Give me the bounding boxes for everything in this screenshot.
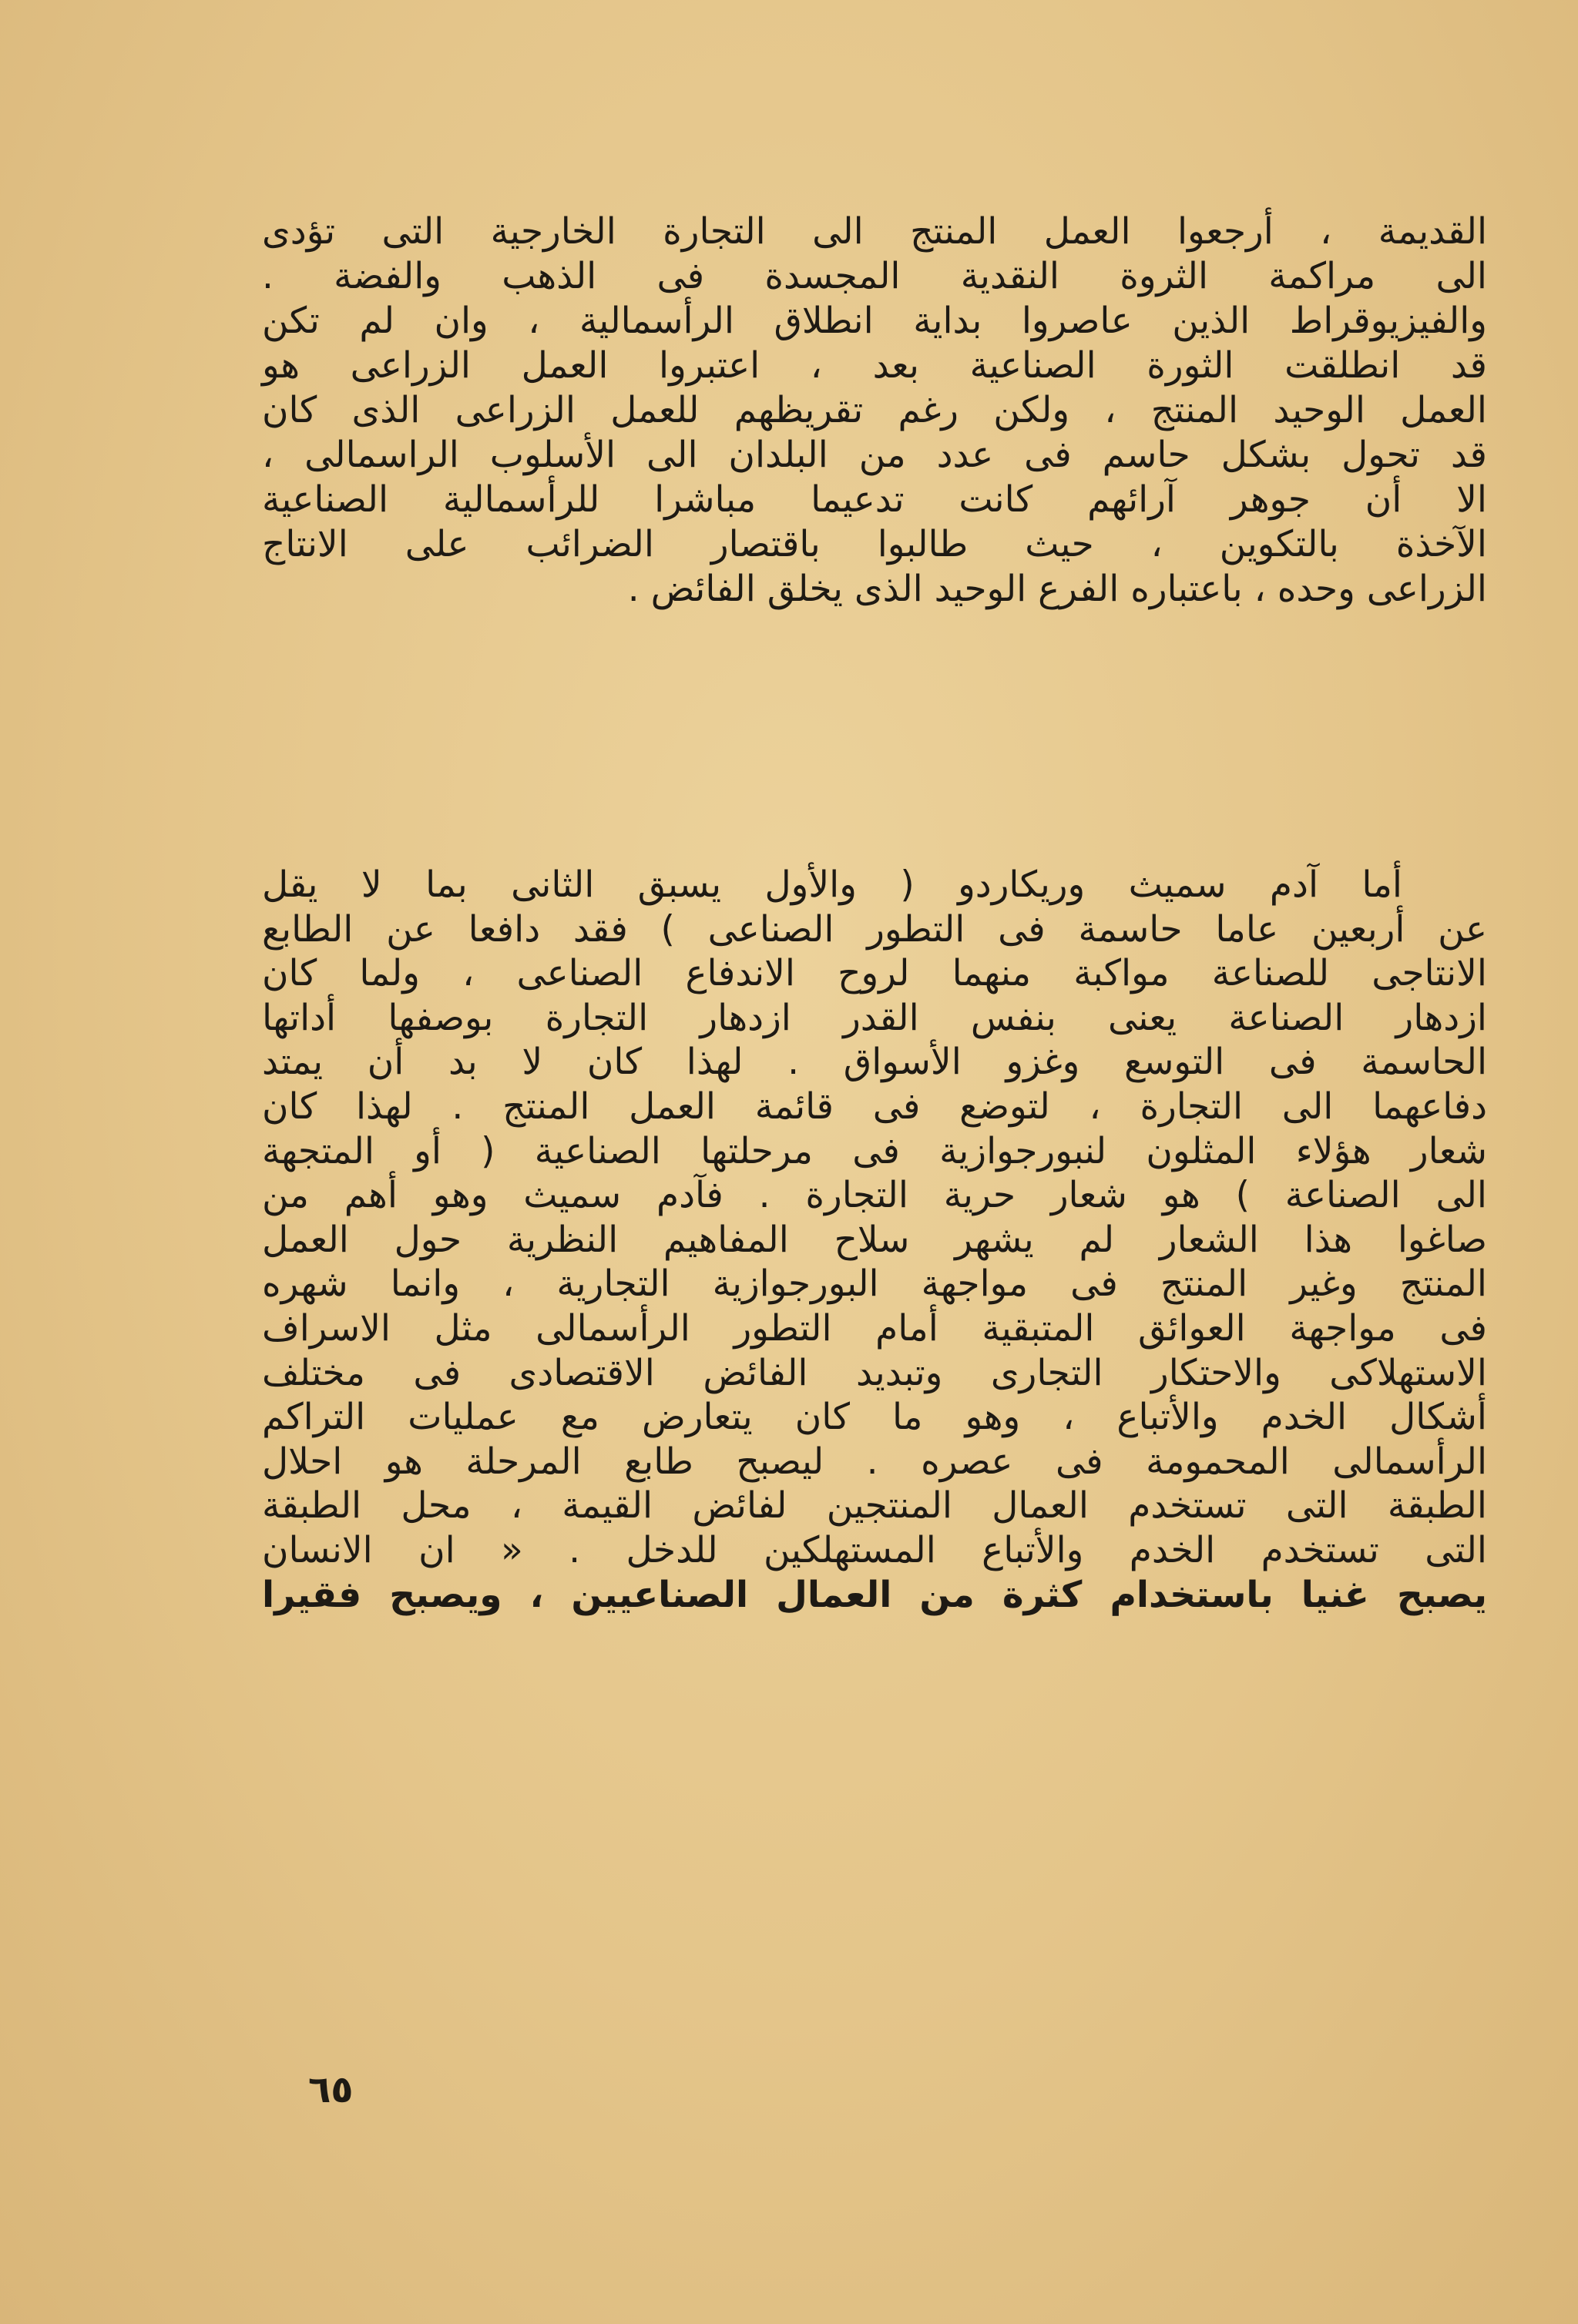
text-line: العمل الوحيد المنتج ، ولكن رغم تقريظهم للعمل الزراعى الذى كان	[262, 389, 1487, 431]
text-line: الى الصناعة ) هو شعار حرية التجارة . فآدم سميث وهو أهم من	[262, 1174, 1487, 1217]
text-line: قد تحول بشكل حاسم فى عدد من البلدان الى الأسلوب الراسمالى ،	[262, 434, 1487, 476]
text-line: فى مواجهة العوائق المتبقية أمام التطور الرأسمالى مثل الاسراف	[262, 1306, 1487, 1350]
text-line: الزراعى وحده ، باعتباره الفرع الوحيد الذى يخلق الفائض .	[627, 568, 1487, 610]
page-number: ٦٥	[308, 2068, 354, 2111]
text-line: المنتج وغير المنتج فى مواجهة البورجوازية التجارية ، وانما شهره	[262, 1263, 1487, 1306]
text-line: ازدهار الصناعة يعنى بنفس القدر ازدهار التجارة بوصفها أداتها	[262, 996, 1487, 1039]
text-line: الطبقة التى تستخدم العمال المنتجين لفائض القيمة ، محل الطبقة	[262, 1484, 1487, 1528]
text-line: صاغوا هذا الشعار لم يشهر سلاح المفاهيم النظرية حول العمل	[262, 1218, 1487, 1261]
text-line: الحاسمة فى التوسع وغزو الأسواق . لهذا كان لا بد أن يمتد	[262, 1041, 1487, 1084]
text-line: شعار هؤلاء المثلون لنبورجوازية فى مرحلتها الصناعية ( أو المتجهة	[262, 1129, 1487, 1172]
text-line: قد انطلقت الثورة الصناعية بعد ، اعتبروا العمل الزراعى هو	[262, 344, 1487, 387]
text-line-bold: يصبح غنيا باستخدام كثرة من العمال الصناعيين ، ويصبح فقيرا	[262, 1573, 1487, 1616]
text-line: الاستهلاكى والاحتكار التجارى وتبديد الفائض الاقتصادى فى مختلف	[262, 1351, 1487, 1394]
text-line: دفاعهما الى التجارة ، لتوضع فى قائمة العمل المنتج . لهذا كان	[262, 1085, 1487, 1128]
text-line: الرأسمالى المحمومة فى عصره . ليصبح طابع المرحلة هو احلال	[262, 1440, 1487, 1483]
text-line: القديمة ، أرجعوا العمل المنتج الى التجارة الخارجية التى تؤدى	[262, 210, 1487, 253]
text-line: والفيزيوقراط الذين عاصروا بداية انطلاق الرأسمالية ، وان لم تكن	[262, 300, 1487, 342]
text-line: الانتاجى للصناعة مواكبة منهما لروح الاندفاع الصناعى ، ولما كان	[262, 952, 1487, 995]
text-line: عن أربعين عاما حاسمة فى التطور الصناعى ) فقد دافعا عن الطابع	[262, 907, 1487, 951]
text-line: الا أن جوهر آرائهم كانت تدعيما مباشرا للرأسمالية الصناعية	[262, 478, 1487, 521]
text-line: أشكال الخدم والأتباع ، وهو ما كان يتعارض مع عمليات التراكم	[262, 1396, 1487, 1439]
text-line: أما آدم سميث وريكاردو ( والأول يسبق الثانى بما لا يقل	[262, 864, 1402, 906]
paragraph-2	[262, 863, 1487, 1617]
text-line: التى تستخدم الخدم والأتباع المستهلكين للدخل . « ان الانسان	[262, 1528, 1487, 1571]
text-line: الآخذة بالتكوين ، حيث طالبوا باقتصار الضرائب على الانتاج	[262, 523, 1487, 565]
text-line: الى مراكمة الثروة النقدية المجسدة فى الذهب والفضة .	[262, 255, 1487, 297]
paragraph-1	[262, 210, 1487, 612]
